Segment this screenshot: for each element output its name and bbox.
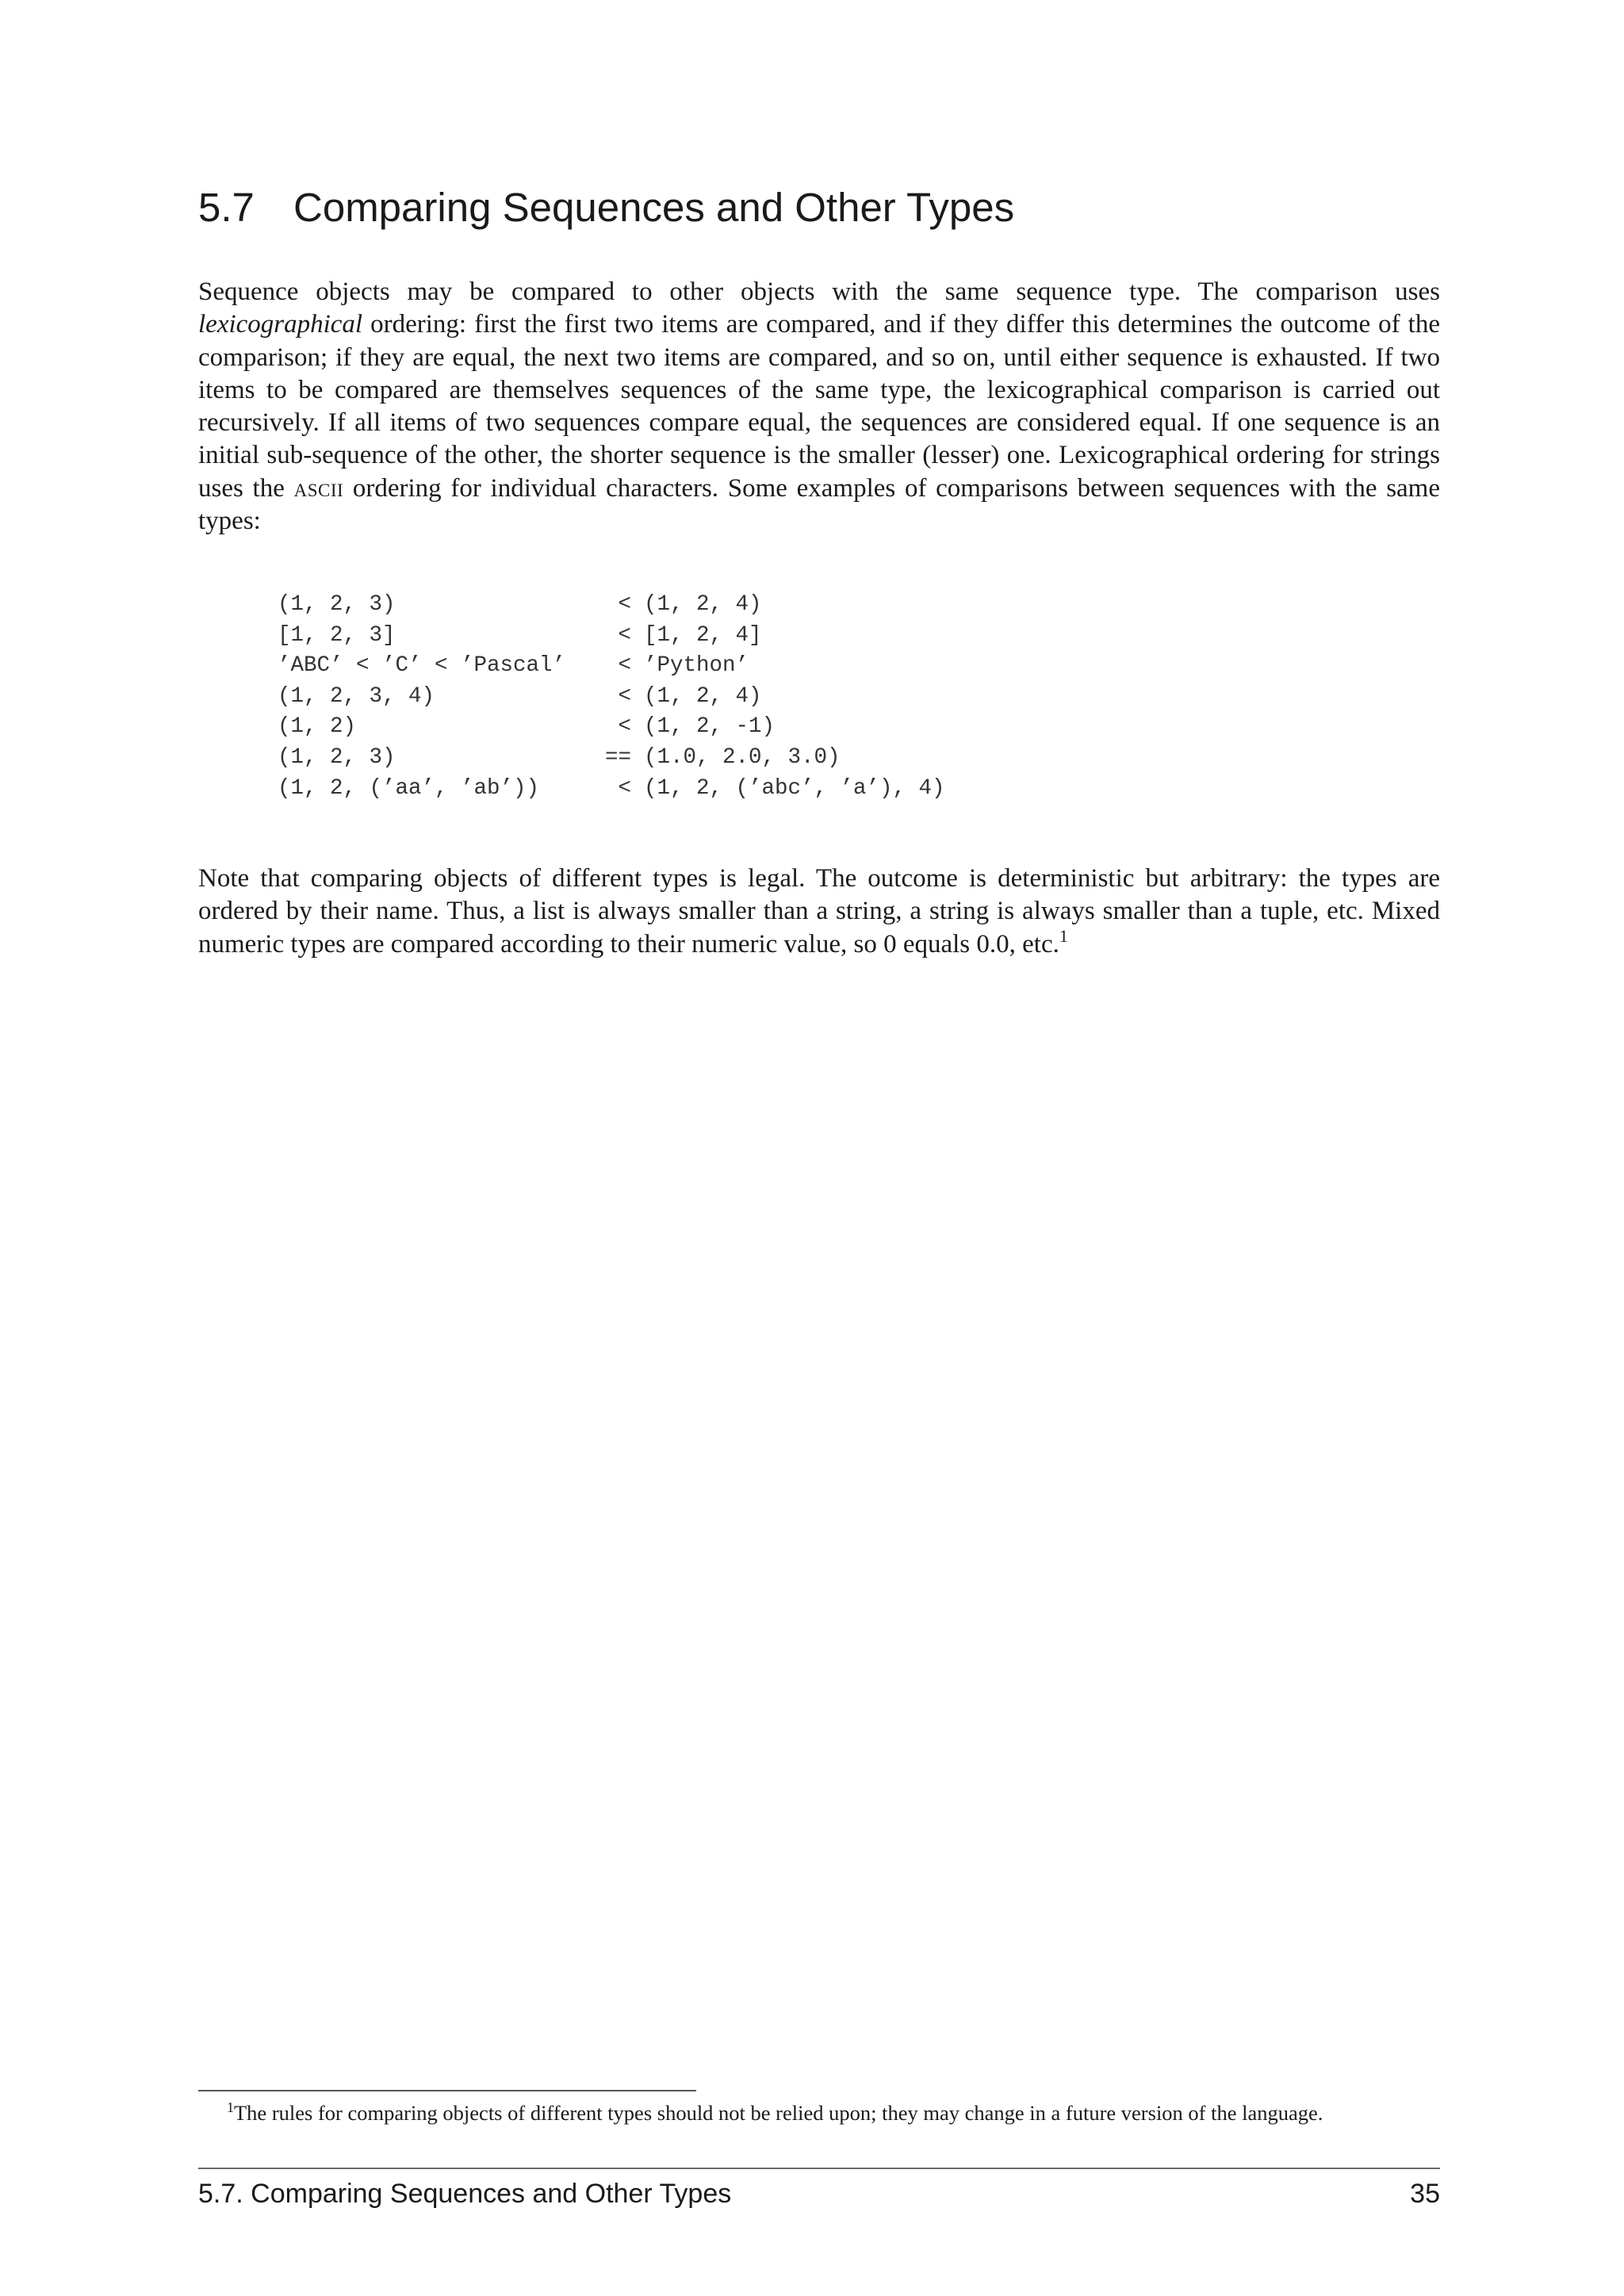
code-left: (1, 2)	[278, 714, 357, 740]
code-operator: <	[618, 653, 631, 679]
footnote-divider	[198, 2090, 696, 2091]
paragraph-text-a: Sequence objects may be compared to other objects with the same sequence type. The comparison uses	[198, 277, 1440, 306]
ascii-smallcaps: ascii	[293, 473, 344, 503]
code-operator: <	[618, 592, 631, 617]
code-line	[278, 712, 945, 743]
code-operator: <	[618, 714, 631, 740]
emphasis-lexicographical: lexicographical	[198, 310, 363, 339]
code-left: (1, 2, 3, 4)	[278, 683, 435, 709]
code-right: (1.0, 2.0, 3.0)	[644, 744, 841, 770]
code-line	[278, 743, 945, 774]
section-number: 5.7	[198, 185, 255, 230]
note-text: Note that comparing objects of different types is legal. The outcome is deterministic but arbitrary: the types are ordered by their name. Thus, a list is always smaller than a string, a string is always smaller than a tuple, etc. Mixed numeric types are compared according to their numeric value, so 0 equals 0.0, etc.	[198, 864, 1440, 959]
footnote-mark: 1	[227, 2099, 234, 2115]
footnote	[227, 2099, 1323, 2126]
code-examples	[278, 590, 945, 804]
paragraph-text-b: ordering: first the first two items are compared, and if they differ this determines the outcome of the comparison; if they are equal, the next two items are compared, and so on, until either sequence is exhausted. If two items to be compared are themselves sequences of the same type, the lexicographical comparison is carried out recursively. If all items of two sequences compare equal, the sequences are considered equal. If one sequence is an initial sub-sequence of the other, the shorter sequence is the smaller (lesser) one. Lexicographical ordering for strings uses the	[198, 310, 1440, 503]
intro-paragraph	[198, 276, 1440, 538]
footer-divider	[198, 2168, 1440, 2169]
code-right: (1, 2, -1)	[644, 714, 776, 740]
code-left: ’ABC’ < ’C’ < ’Pascal’	[278, 653, 566, 679]
code-operator: <	[618, 683, 631, 709]
note-paragraph	[198, 863, 1440, 961]
code-line	[278, 682, 945, 713]
code-right: ’Python’	[644, 653, 749, 679]
footer-section-title: 5.7. Comparing Sequences and Other Types	[198, 2179, 732, 2209]
code-left: [1, 2, 3]	[278, 622, 396, 648]
code-right: (1, 2, (’abc’, ’a’), 4)	[644, 775, 945, 801]
section-heading	[198, 184, 1014, 232]
code-line	[278, 621, 945, 652]
code-right: (1, 2, 4)	[644, 683, 762, 709]
code-operator: <	[618, 775, 631, 801]
code-operator: <	[618, 622, 631, 648]
code-line	[278, 774, 945, 805]
page-number: 35	[1410, 2179, 1440, 2209]
code-line	[278, 651, 945, 682]
footnote-text: The rules for comparing objects of different types should not be relied upon; they may change in a future version of the language.	[234, 2101, 1323, 2125]
code-left: (1, 2, 3)	[278, 744, 396, 770]
code-left: (1, 2, (’aa’, ’ab’))	[278, 775, 540, 801]
code-right: (1, 2, 4)	[644, 592, 762, 617]
paragraph-text-c: ordering for individual characters. Some examples of comparisons between sequences with the same types:	[198, 473, 1441, 536]
code-line	[278, 590, 945, 621]
footnote-reference[interactable]: 1	[1059, 925, 1068, 946]
code-left: (1, 2, 3)	[278, 592, 396, 617]
section-title: Comparing Sequences and Other Types	[293, 185, 1015, 230]
code-operator: ==	[604, 744, 631, 770]
code-right: [1, 2, 4]	[644, 622, 762, 648]
